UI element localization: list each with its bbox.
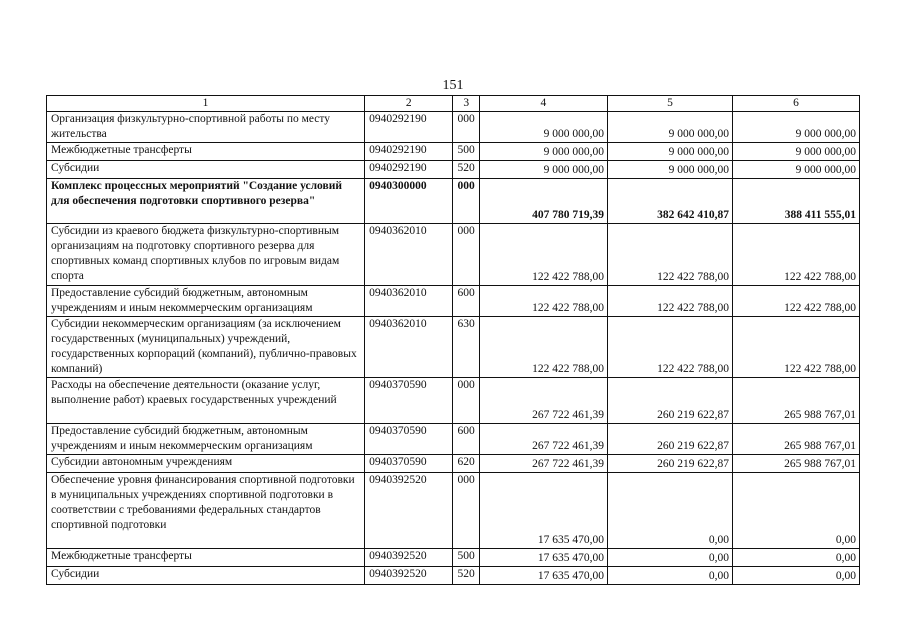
row-name: Субсидии некоммерческим организациям (за исключением государственных (муниципальных) учреждений, государственных корпораций (компаний), публично-правовых компаний): [47, 317, 365, 378]
row-name: Субсидии: [47, 161, 365, 179]
row-code: 0940292190: [365, 161, 453, 179]
row-name: Комплекс процессных мероприятий "Создание условий для обеспечения подготовки спортивного резерва": [47, 179, 365, 224]
table-row: [47, 179, 860, 224]
table-row: [47, 378, 860, 424]
table-row: [47, 161, 860, 179]
row-amount-2: 0,00: [607, 567, 732, 585]
table-row: [47, 549, 860, 567]
table-row: [47, 224, 860, 286]
page-number: 151: [442, 78, 464, 93]
table-row: [47, 424, 860, 455]
row-amount-1: 267 722 461,39: [479, 455, 607, 473]
table-row: [47, 317, 860, 378]
row-amount-2: 260 219 622,87: [607, 455, 732, 473]
row-name: Организация физкультурно-спортивной работы по месту жительства: [47, 112, 365, 143]
row-amount-2: 0,00: [607, 473, 732, 549]
row-amount-2: 9 000 000,00: [607, 143, 732, 161]
table-row: [47, 143, 860, 161]
row-code: 0940370590: [365, 378, 453, 424]
row-amount-3: 9 000 000,00: [732, 112, 859, 143]
row-amount-3: 0,00: [732, 473, 859, 549]
row-amount-3: 9 000 000,00: [732, 161, 859, 179]
row-amount-1: 17 635 470,00: [479, 549, 607, 567]
row-name: Предоставление субсидий бюджетным, автономным учреждениям и иным некоммерческим организациям: [47, 424, 365, 455]
row-code: 0940362010: [365, 224, 453, 286]
table-row: [47, 567, 860, 585]
row-expense-type: 520: [453, 567, 479, 585]
column-header: 2: [365, 96, 453, 112]
row-amount-2: 382 642 410,87: [607, 179, 732, 224]
row-name: Субсидии из краевого бюджета физкультурно-спортивным организациям на подготовку спортивного резерва для спортивных команд спортивных клубов по игровым видам спорта: [47, 224, 365, 286]
row-expense-type: 000: [453, 112, 479, 143]
row-amount-1: 9 000 000,00: [479, 112, 607, 143]
row-amount-3: 122 422 788,00: [732, 286, 859, 317]
row-amount-1: 9 000 000,00: [479, 143, 607, 161]
row-name: Предоставление субсидий бюджетным, автономным учреждениям и иным некоммерческим организациям: [47, 286, 365, 317]
table-row: [47, 286, 860, 317]
row-code: 0940300000: [365, 179, 453, 224]
row-expense-type: 000: [453, 473, 479, 549]
column-header: 6: [732, 96, 859, 112]
row-amount-1: 122 422 788,00: [479, 317, 607, 378]
row-name: Межбюджетные трансферты: [47, 549, 365, 567]
row-code: 0940392520: [365, 473, 453, 549]
row-expense-type: 500: [453, 549, 479, 567]
row-amount-3: 265 988 767,01: [732, 455, 859, 473]
row-code: 0940392520: [365, 567, 453, 585]
row-name: Субсидии: [47, 567, 365, 585]
row-amount-3: 388 411 555,01: [732, 179, 859, 224]
row-amount-2: 9 000 000,00: [607, 112, 732, 143]
row-amount-2: 0,00: [607, 549, 732, 567]
row-amount-1: 267 722 461,39: [479, 378, 607, 424]
row-amount-3: 265 988 767,01: [732, 378, 859, 424]
row-amount-1: 267 722 461,39: [479, 424, 607, 455]
row-code: 0940292190: [365, 112, 453, 143]
row-amount-1: 122 422 788,00: [479, 224, 607, 286]
row-name: Субсидии автономным учреждениям: [47, 455, 365, 473]
row-amount-1: 407 780 719,39: [479, 179, 607, 224]
row-expense-type: 600: [453, 286, 479, 317]
row-amount-2: 260 219 622,87: [607, 378, 732, 424]
row-amount-2: 122 422 788,00: [607, 286, 732, 317]
row-code: 0940362010: [365, 286, 453, 317]
row-code: 0940392520: [365, 549, 453, 567]
row-expense-type: 520: [453, 161, 479, 179]
row-code: 0940362010: [365, 317, 453, 378]
table-row: [47, 455, 860, 473]
row-amount-3: 122 422 788,00: [732, 224, 859, 286]
row-expense-type: 620: [453, 455, 479, 473]
row-amount-1: 9 000 000,00: [479, 161, 607, 179]
row-amount-2: 9 000 000,00: [607, 161, 732, 179]
row-amount-2: 122 422 788,00: [607, 317, 732, 378]
table-row: [47, 473, 860, 549]
row-expense-type: 500: [453, 143, 479, 161]
row-code: 0940370590: [365, 424, 453, 455]
row-amount-1: 17 635 470,00: [479, 473, 607, 549]
row-expense-type: 000: [453, 179, 479, 224]
row-expense-type: 000: [453, 378, 479, 424]
row-expense-type: 000: [453, 224, 479, 286]
row-amount-2: 122 422 788,00: [607, 224, 732, 286]
row-amount-1: 122 422 788,00: [479, 286, 607, 317]
row-name: Обеспечение уровня финансирования спортивной подготовки в муниципальных учреждениях спортивной подготовки в соответствии с требованиями федеральных стандартов спортивной подготовки: [47, 473, 365, 549]
row-amount-3: 265 988 767,01: [732, 424, 859, 455]
row-amount-3: 0,00: [732, 567, 859, 585]
column-header: 5: [607, 96, 732, 112]
table-header-row: [47, 96, 860, 112]
row-code: 0940370590: [365, 455, 453, 473]
column-header: 1: [47, 96, 365, 112]
column-header: 3: [453, 96, 479, 112]
row-amount-2: 260 219 622,87: [607, 424, 732, 455]
row-amount-1: 17 635 470,00: [479, 567, 607, 585]
row-amount-3: 9 000 000,00: [732, 143, 859, 161]
row-name: Расходы на обеспечение деятельности (оказание услуг, выполнение работ) краевых государственных учреждений: [47, 378, 365, 424]
row-amount-3: 0,00: [732, 549, 859, 567]
row-expense-type: 600: [453, 424, 479, 455]
row-expense-type: 630: [453, 317, 479, 378]
budget-table: [46, 95, 860, 585]
row-amount-3: 122 422 788,00: [732, 317, 859, 378]
row-code: 0940292190: [365, 143, 453, 161]
table-row: [47, 112, 860, 143]
column-header: 4: [479, 96, 607, 112]
row-name: Межбюджетные трансферты: [47, 143, 365, 161]
